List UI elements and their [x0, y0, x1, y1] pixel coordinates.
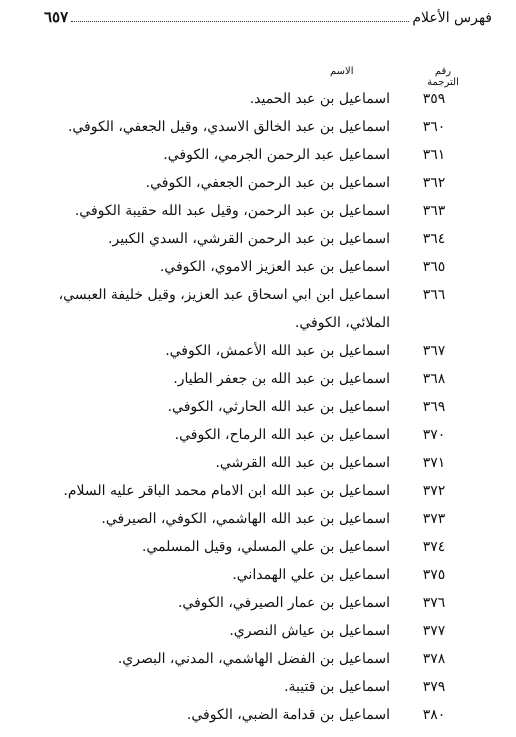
entry-number: ٣٦٣ — [422, 203, 446, 219]
entry-name: اسماعيل بن قتيبة. — [284, 679, 390, 695]
entry-number: ٣٧٧ — [422, 623, 446, 639]
entry-name: اسماعيل بن عياش النصري. — [229, 623, 390, 639]
list-item — [0, 477, 516, 505]
page-header — [44, 8, 492, 32]
entry-number: ٣٧٦ — [422, 595, 446, 611]
entry-name: اسماعيل بن عبد الله الحارثي، الكوفي. — [167, 399, 390, 415]
number-column-header: رقم الترجمة — [427, 66, 459, 88]
entry-name: اسماعيل بن علي الهمداني. — [232, 567, 390, 583]
entry-name: اسماعيل بن عبد الخالق الاسدي، وقيل الجعفي، الكوفي. — [67, 119, 390, 135]
entry-number: ٣٧٥ — [422, 567, 446, 583]
name-column-header: الاسم — [330, 66, 354, 77]
entry-number: ٣٨٠ — [422, 707, 446, 723]
entry-number: ٣٧٤ — [422, 539, 446, 555]
entry-name: اسماعيل بن قدامة الضبي، الكوفي. — [186, 707, 390, 723]
list-item — [0, 281, 516, 337]
list-item — [0, 141, 516, 169]
list-item — [0, 505, 516, 533]
entry-number: ٣٧٣ — [422, 511, 446, 527]
entry-name: اسماعيل بن عبد الرحمن القرشي، السدي الكبير. — [108, 231, 390, 247]
list-item — [0, 561, 516, 589]
list-item — [0, 365, 516, 393]
entry-name: اسماعيل عبد الرحمن الجرمي، الكوفي. — [163, 147, 390, 163]
list-item — [0, 393, 516, 421]
list-item — [0, 589, 516, 617]
entry-name: اسماعيل بن عبد الله ابن الامام محمد الباقر عليه السلام. — [63, 483, 390, 499]
entry-name: اسماعيل بن عمار الصيرفي، الكوفي. — [177, 595, 390, 611]
list-item — [0, 533, 516, 561]
list-item — [0, 449, 516, 477]
entry-name: اسماعيل بن عبد الرحمن الجعفي، الكوفي. — [145, 175, 390, 191]
list-item — [0, 421, 516, 449]
entry-number: ٣٦٦ — [422, 287, 446, 303]
entries-list — [0, 85, 516, 729]
list-item — [0, 225, 516, 253]
entry-number: ٣٦٠ — [422, 119, 446, 135]
entry-number: ٣٦٢ — [422, 175, 446, 191]
entry-number: ٣٧٩ — [422, 679, 446, 695]
entry-name: اسماعيل بن الفضل الهاشمي، المدني، البصري. — [117, 651, 390, 667]
list-item — [0, 197, 516, 225]
entry-name: اسماعيل بن عبد الله القرشي. — [215, 455, 390, 471]
entry-number: ٣٦٥ — [422, 259, 446, 275]
column-headers — [0, 66, 516, 88]
entry-name: اسماعيل بن عبد الله الأعمش، الكوفي. — [165, 343, 390, 359]
entry-name: اسماعيل بن علي المسلي، وقيل المسلمي. — [141, 539, 390, 555]
list-item — [0, 85, 516, 113]
list-item — [0, 617, 516, 645]
entry-number: ٣٧٢ — [422, 483, 446, 499]
entry-name: اسماعيل بن عبد الله الهاشمي، الكوفي، الصيرفي. — [101, 511, 390, 527]
dot-leader — [71, 9, 409, 22]
entry-name: اسماعيل بن عبد الحميد. — [249, 91, 390, 107]
entry-name: اسماعيل بن عبد الله بن جعفر الطيار. — [173, 371, 390, 387]
entry-number: ٣٧٠ — [422, 427, 446, 443]
list-item — [0, 337, 516, 365]
running-title: فهرس الأعلام — [412, 10, 492, 26]
entry-number: ٣٥٩ — [422, 91, 446, 107]
entry-name: اسماعيل بن عبد الرحمن، وقيل عبد الله حقيبة الكوفي. — [74, 203, 390, 219]
entry-number: ٣٦٧ — [422, 343, 446, 359]
entry-number: ٣٧١ — [422, 455, 446, 471]
entry-number: ٣٦٨ — [422, 371, 446, 387]
list-item — [0, 169, 516, 197]
page-number: ٦٥٧ — [44, 8, 69, 26]
entry-name: اسماعيل ابن ابي اسحاق عبد العزيز، وقيل خليفة العبسي، الملائي، الكوفي. — [58, 287, 390, 331]
entry-number: ٣٦١ — [422, 147, 446, 163]
entry-number: ٣٧٨ — [422, 651, 446, 667]
list-item — [0, 673, 516, 701]
list-item — [0, 645, 516, 673]
entry-number: ٣٦٩ — [422, 399, 446, 415]
list-item — [0, 701, 516, 729]
entry-name: اسماعيل بن عبد العزيز الاموي، الكوفي. — [159, 259, 390, 275]
entry-number: ٣٦٤ — [422, 231, 446, 247]
list-item — [0, 113, 516, 141]
list-item — [0, 253, 516, 281]
entry-name: اسماعيل بن عبد الله الرماح، الكوفي. — [174, 427, 390, 443]
